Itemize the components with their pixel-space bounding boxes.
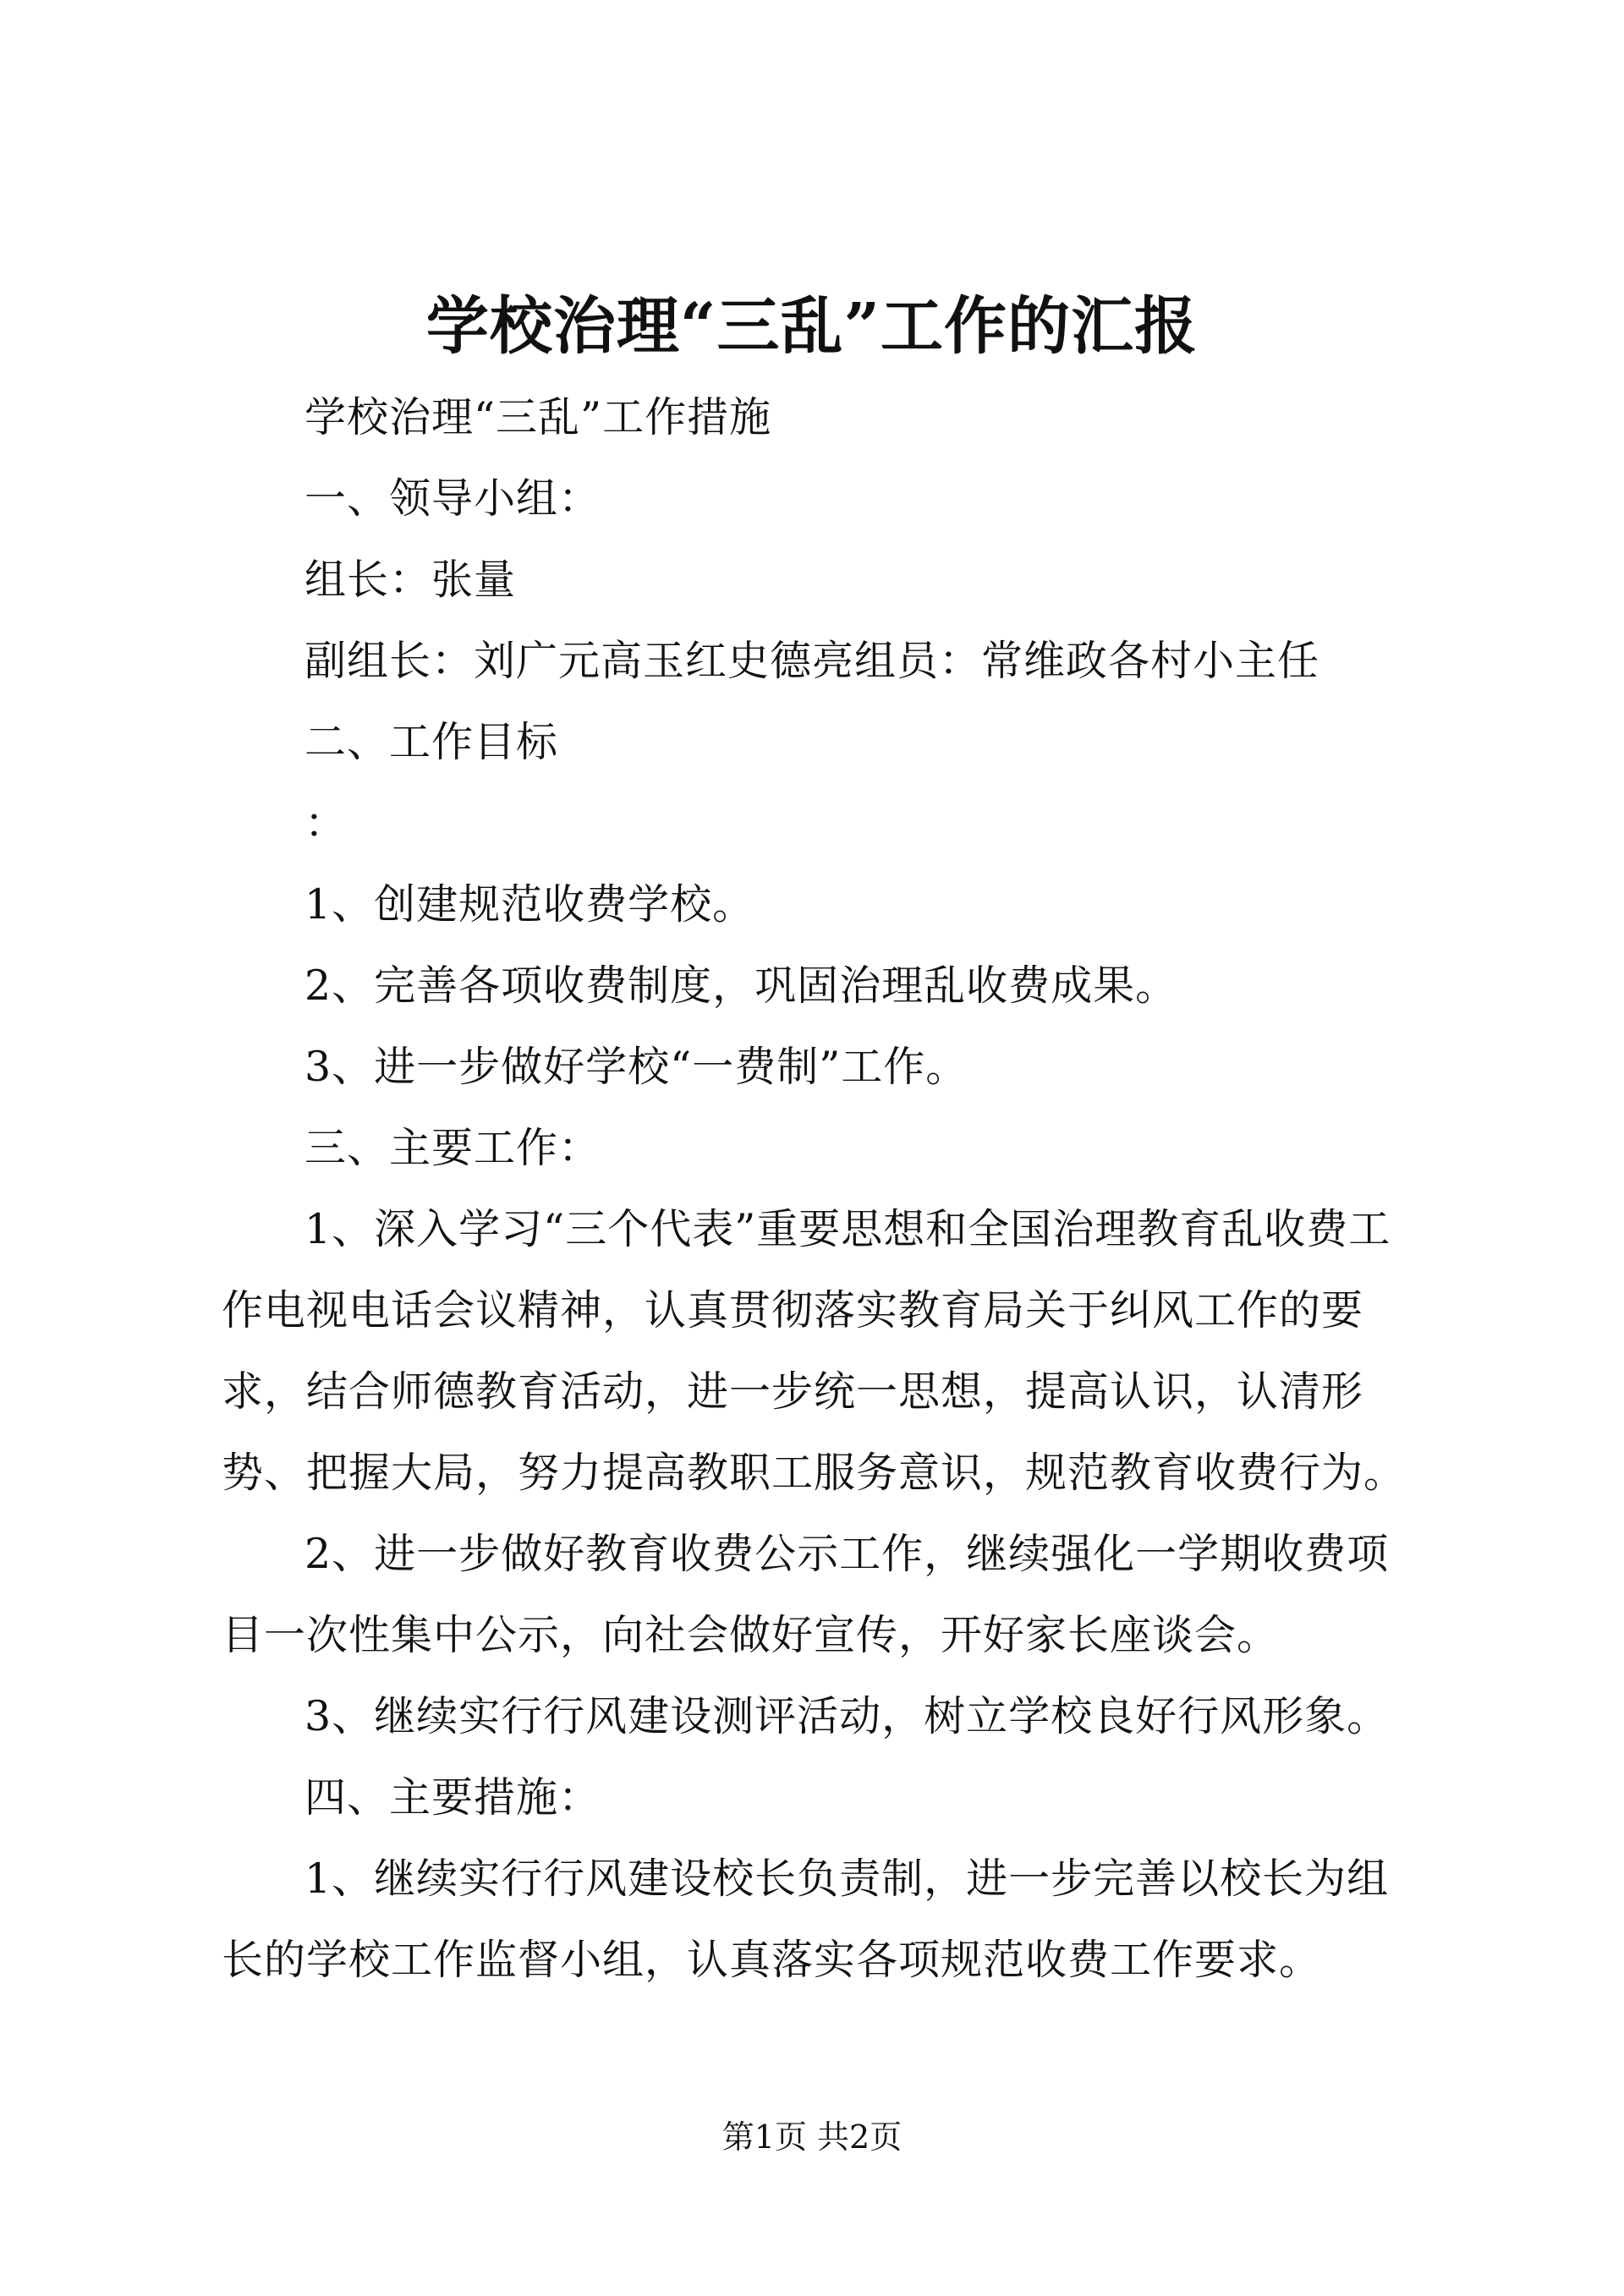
main-work-item-1: 1、深入学习“三个代表”重要思想和全国治理教育乱收费工作电视电话会议精神，认真贯彻落实教育局关于纠风工作的要求，结合师德教育活动，进一步统一思想，提高认识，认清形势、把握大局，努力提高教职工服务意识，规范教育收费行为。 [222,1205,1407,1497]
section-heading-leadership: 一、领导小组： [304,474,601,523]
goals-colon-line: ： [304,799,348,847]
page-footer: 第1页 共2页 [721,2118,903,2156]
goal-item-1: 1、创建规范收费学校。 [304,880,755,929]
document-body [222,377,1423,2001]
measure-item-1: 1、继续实行行风建设校长负责制，进一步完善以校长为组长的学校工作监督小组，认真落实各项规范收费工作要求。 [222,1855,1390,1984]
deputy-leader-line: 副组长：刘广元高玉红史德亮组员：常维政各村小主任 [304,637,1320,685]
goal-item-2: 2、完善各项收费制度，巩固治理乱收费成果。 [304,962,1178,1010]
section-heading-measures: 四、主要措施： [304,1773,601,1822]
leader-line: 组长：张量 [304,556,517,604]
section-heading-goals: 二、工作目标 [304,718,559,766]
document-title: 学校治理“三乱”工作的汇报 [425,290,1199,363]
section-subtitle: 学校治理“三乱”工作措施 [304,393,772,441]
goal-item-3: 3、进一步做好学校“一费制”工作。 [304,1043,968,1091]
section-heading-main-work: 三、主要工作： [304,1124,601,1172]
main-work-item-3: 3、继续实行行风建设测评活动，树立学校良好行风形象。 [304,1692,1390,1740]
main-work-item-2: 2、进一步做好教育收费公示工作，继续强化一学期收费项目一次性集中公示，向社会做好宣传，开好家长座谈会。 [222,1530,1390,1659]
